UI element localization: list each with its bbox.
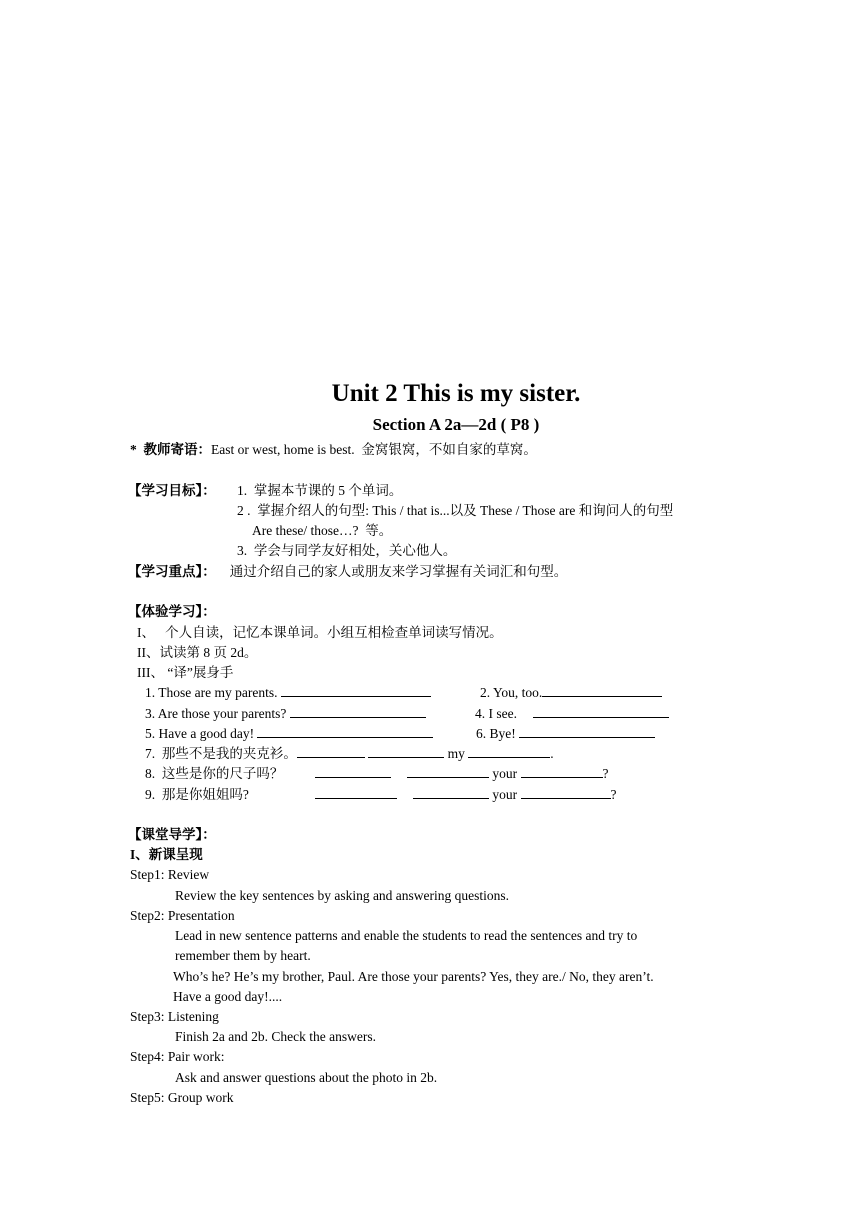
q6-text: 6. Bye!	[476, 726, 516, 741]
q4-text: 4. I see.	[475, 706, 517, 721]
step1-text: Review the key sentences by asking and answering questions.	[175, 888, 510, 903]
answer-blank[interactable]	[315, 765, 391, 778]
q9-end: ?	[610, 787, 617, 802]
step2-text-2: remember them by heart.	[175, 948, 311, 963]
q2-text: 2. You, too.	[480, 685, 543, 700]
q9-your: your	[492, 787, 518, 802]
translate-q2	[480, 684, 662, 702]
answer-blank[interactable]	[407, 765, 489, 778]
answer-blank[interactable]	[521, 765, 603, 778]
q7-text: 7. 那些不是我的夹克衫。	[145, 746, 297, 761]
answer-blank[interactable]	[413, 786, 489, 799]
answer-blank[interactable]	[315, 786, 397, 799]
translate-q8-answers	[315, 765, 609, 783]
teacher-words-text: East or west, home is best. 金窝银窝，不如自家的草窝。	[211, 442, 537, 457]
translate-q7	[145, 745, 554, 763]
answer-blank[interactable]	[257, 725, 433, 738]
experience-label: 【体验学习】：	[128, 604, 216, 619]
answer-blank[interactable]	[521, 786, 611, 799]
step1-heading: Step1: Review	[130, 867, 210, 882]
translate-q8	[145, 765, 283, 783]
experience-ii: II、试读第 8 页 2d。	[137, 645, 258, 660]
q8-text: 8. 这些是你的尺子吗？	[145, 766, 284, 781]
page-subtitle: Section A 2a—2d ( P8 )	[372, 415, 540, 434]
answer-blank[interactable]	[281, 684, 431, 697]
translate-q3	[145, 705, 426, 723]
step5-heading: Step5: Group work	[130, 1090, 234, 1105]
q1-text: 1. Those are my parents.	[145, 685, 278, 700]
q8-your: your	[492, 766, 518, 781]
answer-blank[interactable]	[297, 745, 365, 758]
q7-my: my	[447, 746, 465, 761]
translate-q9	[145, 786, 249, 804]
q3-text: 3. Are those your parents?	[145, 706, 287, 721]
answer-blank[interactable]	[468, 745, 550, 758]
class-guide-label: 【课堂导学】：	[128, 827, 216, 842]
experience-i: I、 个人自读，记忆本课单词。小组互相检查单词读写情况。	[137, 625, 503, 640]
q9-text: 9. 那是你姐姐吗?	[145, 787, 249, 802]
translate-q6	[476, 725, 655, 743]
translate-q1	[145, 684, 431, 702]
q8-end: ?	[602, 766, 609, 781]
goal-item-2-cont: Are these/ those…? 等。	[252, 523, 393, 538]
step2-text-1: Lead in new sentence patterns and enable the students to read the sentences and try to	[175, 928, 638, 943]
goal-item-2: 2 . 掌握介绍人的句型: This / that is...以及 These / Those are 和询问人的句型	[237, 503, 674, 518]
step4-text: Ask and answer questions about the photo in 2b.	[175, 1070, 438, 1085]
teacher-words-label: * 教师寄语：	[130, 442, 211, 457]
goal-item-3: 3. 学会与同学友好相处，关心他人。	[237, 543, 457, 558]
teacher-words-row	[130, 441, 537, 459]
step2-text-4: Have a good day!....	[173, 989, 283, 1004]
step4-heading: Step4: Pair work:	[130, 1049, 225, 1064]
page-title: Unit 2 This is my sister.	[331, 380, 581, 407]
step2-heading: Step2: Presentation	[130, 908, 235, 923]
q5-text: 5. Have a good day!	[145, 726, 255, 741]
step2-text-3: Who’s he? He’s my brother, Paul. Are those your parents? Yes, they are./ No, they aren’t.	[173, 969, 654, 984]
goals-label: 【学习目标】：	[128, 483, 216, 498]
key-points-label: 【学习重点】：	[128, 564, 216, 579]
step3-text: Finish 2a and 2b. Check the answers.	[175, 1029, 376, 1044]
answer-blank[interactable]	[533, 705, 669, 718]
step3-heading: Step3: Listening	[130, 1009, 219, 1024]
translate-q4	[475, 705, 669, 723]
answer-blank[interactable]	[368, 745, 444, 758]
goal-item-1: 1. 掌握本节课的 5 个单词。	[237, 483, 403, 498]
answer-blank[interactable]	[290, 705, 426, 718]
key-points-row	[128, 563, 567, 581]
q7-end: .	[550, 746, 554, 761]
key-points-text: 通过介绍自己的家人或朋友来学习掌握有关词汇和句型。	[229, 564, 568, 579]
new-lesson-heading: I、新课呈现	[130, 847, 203, 862]
translate-q9-answers	[315, 786, 617, 804]
translate-q5	[145, 725, 433, 743]
answer-blank[interactable]	[519, 725, 655, 738]
answer-blank[interactable]	[542, 684, 662, 697]
experience-iii: III、 “译”展身手	[137, 665, 234, 680]
